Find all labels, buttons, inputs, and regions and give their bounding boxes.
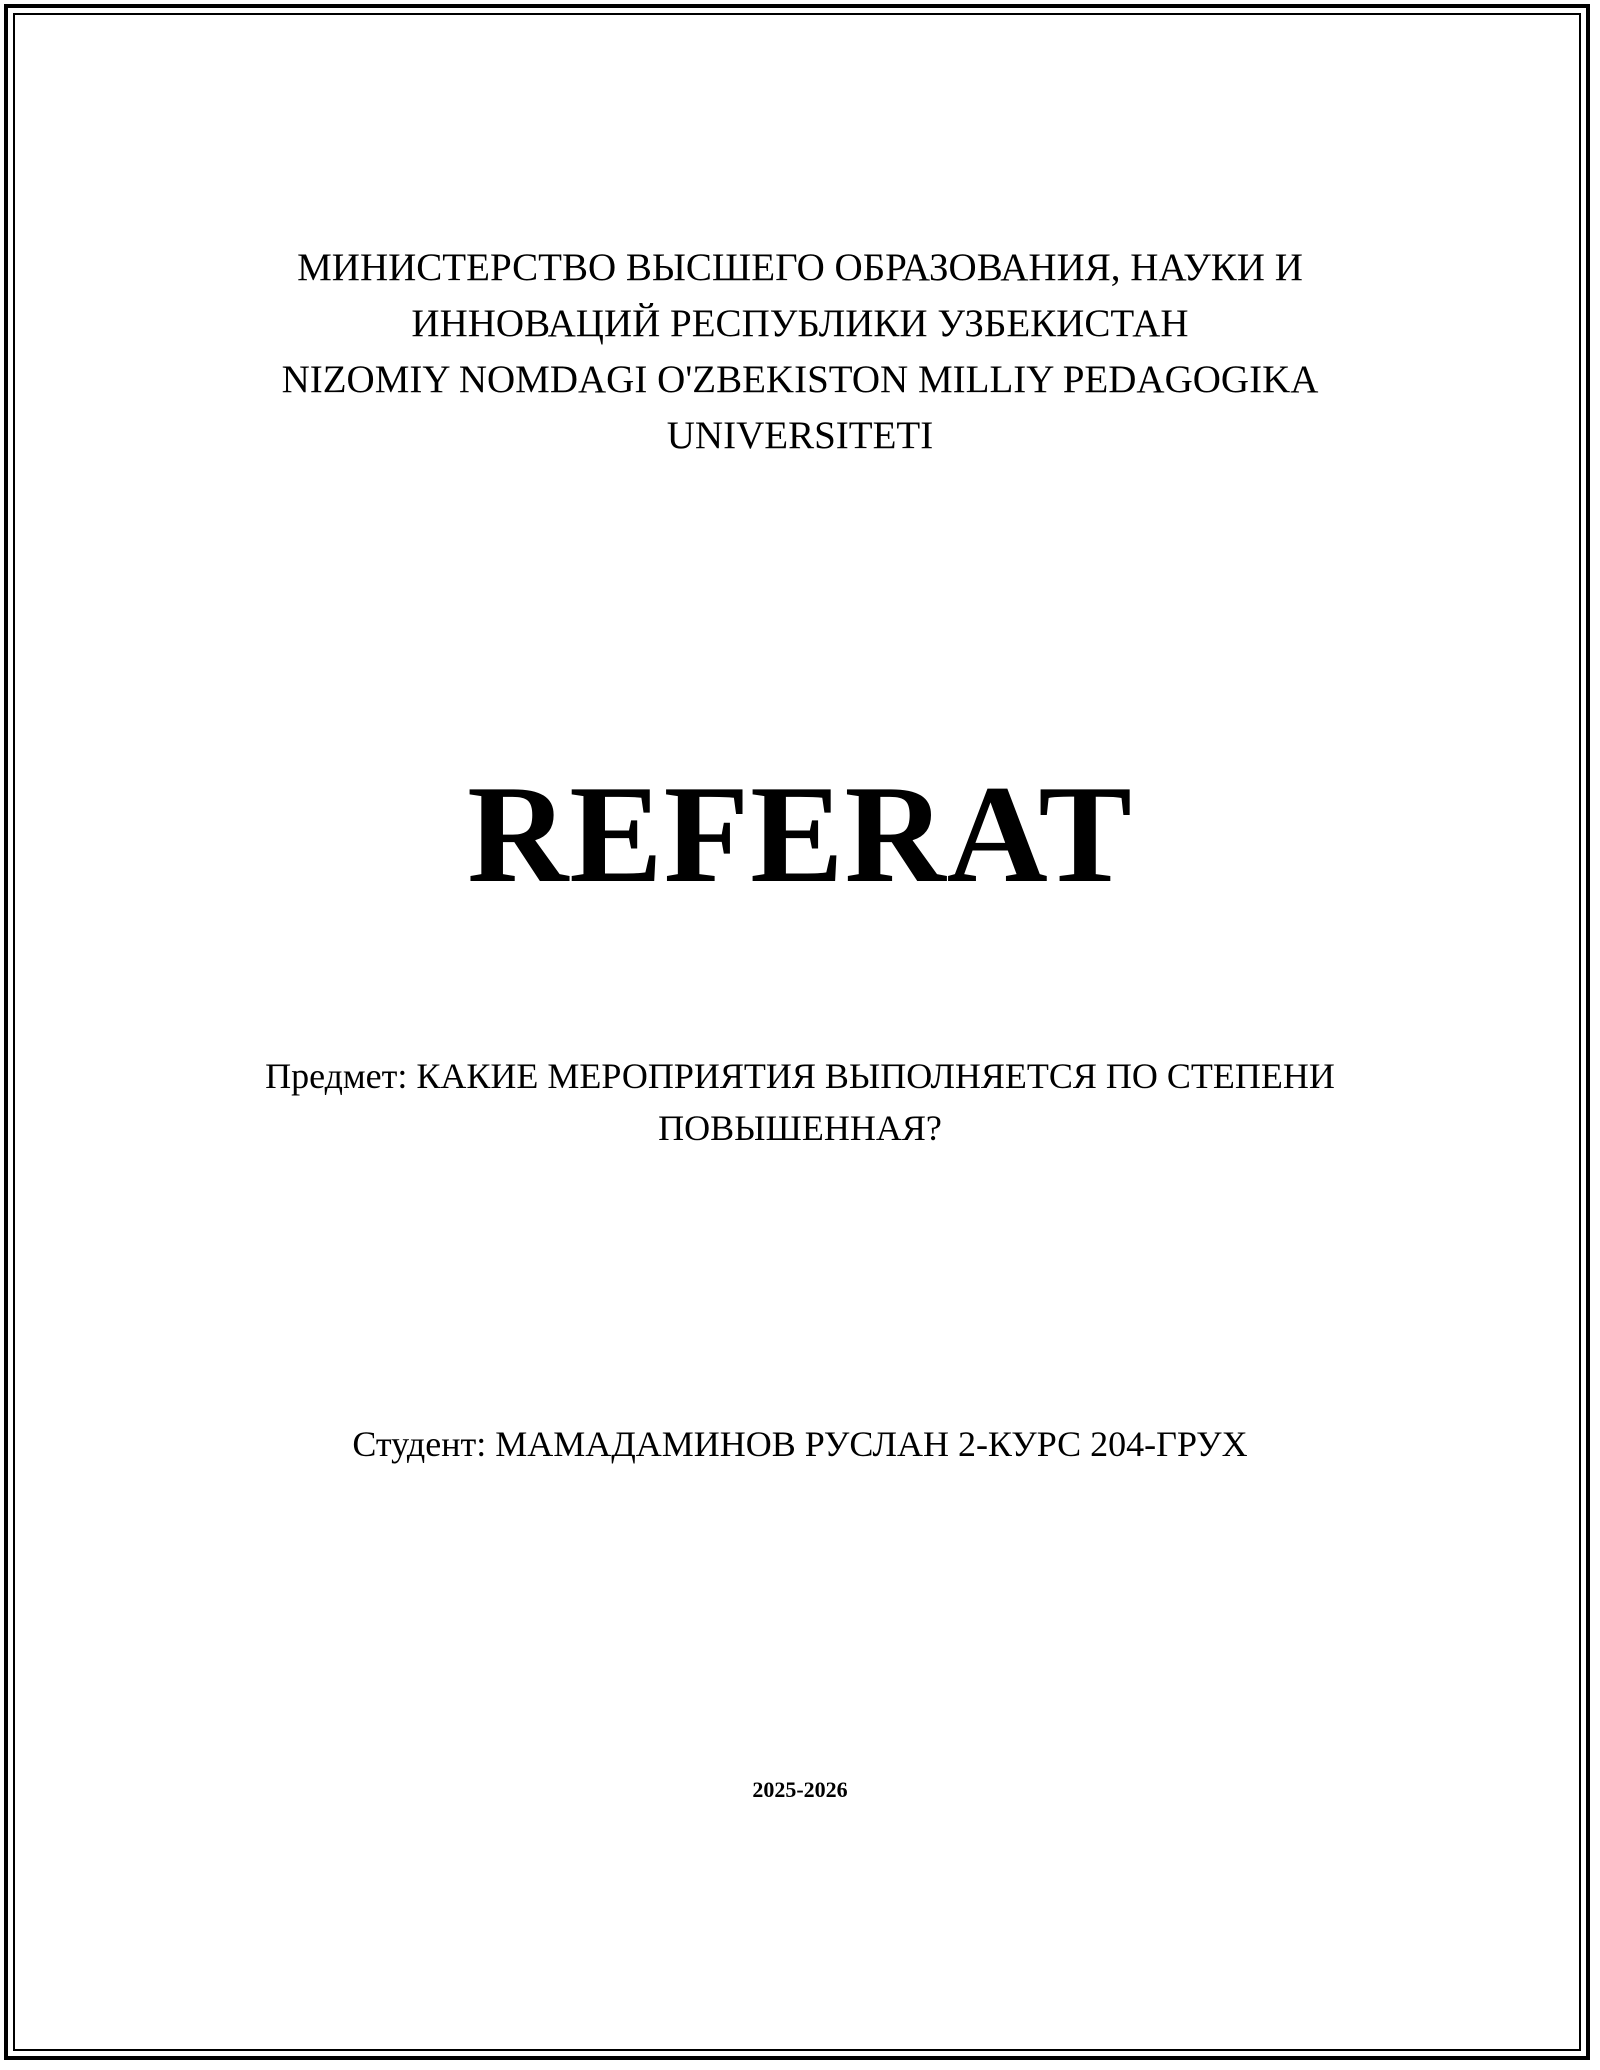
header-line-university-2: UNIVERSITETI bbox=[666, 414, 934, 457]
document-title: REFERAT bbox=[467, 757, 1133, 912]
subject-line-1: Предмет: КАКИЕ МЕРОПРИЯТИЯ ВЫПОЛНЯЕТСЯ ПО СТЕПЕНИ bbox=[265, 1056, 1335, 1096]
student-info: Студент: МАМАДАМИНОВ РУСЛАН 2-КУРС 204-ГРУХ bbox=[352, 1424, 1248, 1464]
subject-line-2: ПОВЫШЕННАЯ? bbox=[658, 1108, 942, 1148]
header-line-university-1: NIZOMIY NOMDAGI O'ZBEKISTON MILLIY PEDAGOGIKA bbox=[281, 358, 1319, 401]
header-line-ministry-1: МИНИСТЕРСТВО ВЫСШЕГО ОБРАЗОВАНИЯ, НАУКИ И bbox=[297, 246, 1303, 289]
subject-block bbox=[180, 1050, 1420, 1154]
institution-header bbox=[180, 240, 1420, 464]
academic-year: 2025-2026 bbox=[752, 1777, 848, 1802]
header-line-ministry-2: ИННОВАЦИЙ РЕСПУБЛИКИ УЗБЕКИСТАН bbox=[411, 302, 1189, 345]
